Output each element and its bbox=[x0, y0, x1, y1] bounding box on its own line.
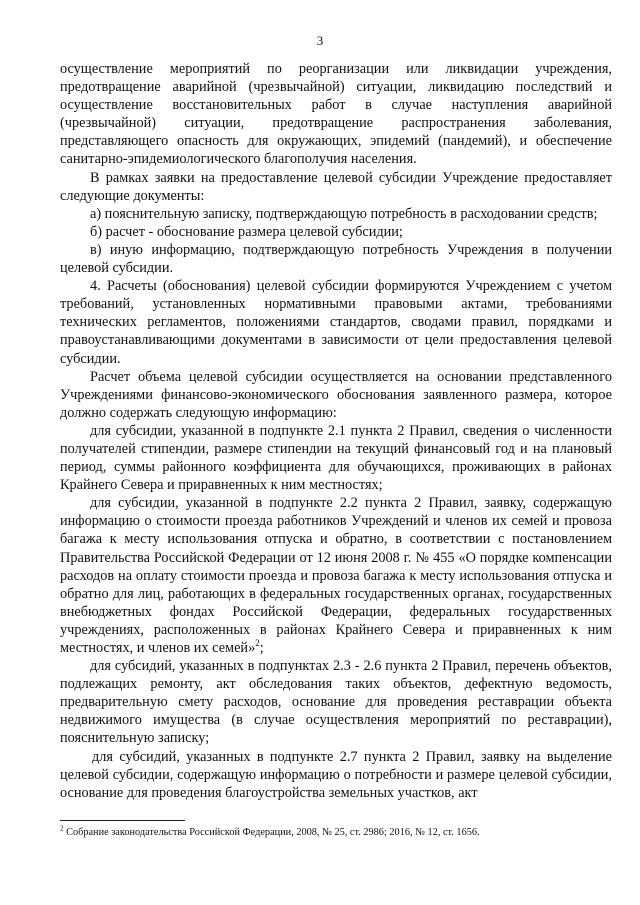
paragraph: осуществление мероприятий по реорганизации или ликвидации учреждения, предотвращение аварийной (чрезвычайной) ситуации, ликвидацию последствий и осуществление восстановительных работ в случае наступления аварийной (чрезвычайной) ситуации, предотвращение распространения заболевания, представляющего опасность для окружающих, эпидемий (пандемий), и обеспечение санитарно-эпидемиологического благополучия населения. bbox=[60, 61, 612, 168]
paragraph: Расчет объема целевой субсидии осуществляется на основании представленного Учреждениями финансово-экономического обоснования заявленного размера, которое должно содержать следующую информацию: bbox=[60, 368, 612, 421]
footnote-text: Собрание законодательства Российской Федерации, 2008, № 25, ст. 2986; 2016, № 12, ст. 1656. bbox=[66, 827, 480, 838]
paragraph: для субсидии, указанной в подпункте 2.1 пункта 2 Правил, сведения о численности получателей стипендии, размере стипендии на текущий финансовый год и на плановый период, суммы районного коэффициента для обучающихся, проживающих в районах Крайнего Севера и приравненных к ним местностях; bbox=[60, 422, 612, 494]
footnote bbox=[60, 826, 612, 839]
footnote-marker: 2 bbox=[60, 824, 64, 833]
paragraph-with-footnote bbox=[60, 494, 612, 657]
list-item-a: а) пояснительную записку, подтверждающую потребность в расходовании средств; bbox=[90, 205, 598, 222]
paragraph: для субсидий, указанных в подпунктах 2.3 - 2.6 пункта 2 Правил, перечень объектов, подлежащих ремонту, акт обследования таких объектов, дефектную ведомость, предварительную смету расходов, основание для проведения реставрации объекта недвижимого имущества (в случае осуществления мероприятий по реставрации), пояснительную записку; bbox=[60, 658, 612, 747]
paragraph-text: для субсидии, указанной в подпункте 2.2 пункта 2 Правил, заявку, содержащую информацию о стоимости проезда работников Учреждений и членов их семей и провоза багажа к месту использования отпуска и обратно, в соответствии с постановлением Правительства Российской Федерации от 12 июня 2008 г. № 455 «О порядке компенсации расходов на оплату стоимости проезда и провоза багажа к месту использования отпуска и обратно для лиц, работающих в федеральных государственных органах, государственных внебюджетных фондах Российской Федерации, федеральных государственных учреждениях, расположенных в районах Крайнего Севера и приравненных к ним местностях, и членов их семей» bbox=[60, 495, 612, 656]
paragraph: В рамках заявки на предоставление целевой субсидии Учреждение предоставляет следующие документы: bbox=[60, 169, 612, 204]
section-4-paragraph: 4. Расчеты (обоснования) целевой субсидии формируются Учреждением с учетом требований, установленных нормативными правовыми актами, требованиями технических регламентов, положениями стандартов, сводами правил, порядками и правоустанавливающими документами в зависимости от цели предоставления целевой субсидии. bbox=[60, 278, 612, 367]
footnote-divider bbox=[60, 820, 185, 821]
list-item-b: б) расчет - обоснование размера целевой субсидии; bbox=[90, 223, 403, 240]
list-item-c: в) иную информацию, подтверждающую потребность Учреждения в получении целевой субсидии. bbox=[60, 241, 612, 277]
paragraph: для субсидий, указанных в подпункте 2.7 пункта 2 Правил, заявку на выделение целевой субсидии, содержащую информацию о потребности и размере целевой субсидии, основание для проведения благоустройства земельных участков, акт bbox=[60, 748, 612, 801]
footnote-reference: 2 bbox=[255, 638, 260, 649]
page-number: 3 bbox=[316, 33, 324, 48]
footnote-ref-suffix: ; bbox=[259, 640, 264, 656]
document-body bbox=[60, 60, 612, 802]
